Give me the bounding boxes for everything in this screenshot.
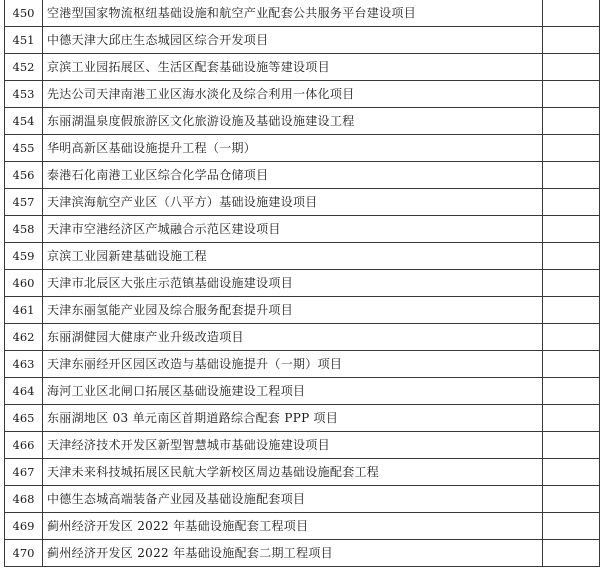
- empty-cell: [543, 81, 600, 108]
- row-number: 456: [5, 162, 43, 189]
- table-row: [5, 54, 600, 81]
- table-row: [5, 351, 600, 378]
- project-name: 中德天津大邱庄生态城园区综合开发项目: [43, 27, 543, 54]
- project-name: 京滨工业园新建基础设施工程: [43, 243, 543, 270]
- empty-cell: [543, 405, 600, 432]
- table-row: [5, 378, 600, 405]
- table-row: [5, 27, 600, 54]
- empty-cell: [543, 189, 600, 216]
- row-number: 465: [5, 405, 43, 432]
- empty-cell: [543, 513, 600, 540]
- empty-cell: [543, 162, 600, 189]
- project-name: 中德生态城高端装备产业园及基础设施配套项目: [43, 486, 543, 513]
- empty-cell: [543, 486, 600, 513]
- table-row: [5, 108, 600, 135]
- project-name: 海河工业区北闸口拓展区基础设施建设工程项目: [43, 378, 543, 405]
- project-name: 蓟州经济开发区 2022 年基础设施配套工程项目: [43, 513, 543, 540]
- project-name: 天津市空港经济区产城融合示范区建设项目: [43, 216, 543, 243]
- table-row: [5, 297, 600, 324]
- project-name: 天津经济技术开发区新型智慧城市基础设施建设项目: [43, 432, 543, 459]
- row-number: 459: [5, 243, 43, 270]
- table-row: [5, 324, 600, 351]
- project-name: 先达公司天津南港工业区海水淡化及综合利用一体化项目: [43, 81, 543, 108]
- row-number: 455: [5, 135, 43, 162]
- empty-cell: [543, 216, 600, 243]
- empty-cell: [543, 297, 600, 324]
- table-row: [5, 459, 600, 486]
- table-row: [5, 513, 600, 540]
- row-number: 464: [5, 378, 43, 405]
- project-name: 东丽湖温泉度假旅游区文化旅游设施及基础设施建设工程: [43, 108, 543, 135]
- project-name: 东丽湖地区 03 单元南区首期道路综合配套 PPP 项目: [43, 405, 543, 432]
- empty-cell: [543, 540, 600, 567]
- empty-cell: [543, 54, 600, 81]
- row-number: 468: [5, 486, 43, 513]
- row-number: 460: [5, 270, 43, 297]
- row-number: 462: [5, 324, 43, 351]
- project-name: 东丽湖健园大健康产业升级改造项目: [43, 324, 543, 351]
- table-row: [5, 540, 600, 567]
- empty-cell: [543, 459, 600, 486]
- row-number: 450: [5, 0, 43, 27]
- project-name: 天津市北辰区大张庄示范镇基础设施建设项目: [43, 270, 543, 297]
- empty-cell: [543, 324, 600, 351]
- row-number: 458: [5, 216, 43, 243]
- row-number: 461: [5, 297, 43, 324]
- row-number: 454: [5, 108, 43, 135]
- table-row: [5, 432, 600, 459]
- project-name: 泰港石化南港工业区综合化学品仓储项目: [43, 162, 543, 189]
- row-number: 469: [5, 513, 43, 540]
- table-row: [5, 189, 600, 216]
- table-row: [5, 135, 600, 162]
- project-name: 天津未来科技城拓展区民航大学新校区周边基础设施配套工程: [43, 459, 543, 486]
- table-row: [5, 162, 600, 189]
- project-name: 京滨工业园拓展区、生活区配套基础设施等建设项目: [43, 54, 543, 81]
- table-row: [5, 486, 600, 513]
- table-row: [5, 243, 600, 270]
- project-name: 华明高新区基础设施提升工程（一期）: [43, 135, 543, 162]
- table-row: [5, 0, 600, 27]
- empty-cell: [543, 135, 600, 162]
- empty-cell: [543, 432, 600, 459]
- empty-cell: [543, 270, 600, 297]
- row-number: 452: [5, 54, 43, 81]
- project-table: [4, 0, 600, 567]
- empty-cell: [543, 0, 600, 27]
- project-name: 天津东丽经开区园区改造与基础设施提升（一期）项目: [43, 351, 543, 378]
- empty-cell: [543, 351, 600, 378]
- project-name: 空港型国家物流枢纽基础设施和航空产业配套公共服务平台建设项目: [43, 0, 543, 27]
- row-number: 467: [5, 459, 43, 486]
- row-number: 463: [5, 351, 43, 378]
- row-number: 457: [5, 189, 43, 216]
- project-name: 蓟州经济开发区 2022 年基础设施配套二期工程项目: [43, 540, 543, 567]
- empty-cell: [543, 243, 600, 270]
- empty-cell: [543, 378, 600, 405]
- project-name: 天津滨海航空产业区（八平方）基础设施建设项目: [43, 189, 543, 216]
- project-name: 天津东丽氢能产业园及综合服务配套提升项目: [43, 297, 543, 324]
- row-number: 453: [5, 81, 43, 108]
- empty-cell: [543, 27, 600, 54]
- project-table-body: [5, 0, 600, 567]
- empty-cell: [543, 108, 600, 135]
- table-row: [5, 270, 600, 297]
- table-row: [5, 81, 600, 108]
- table-row: [5, 216, 600, 243]
- row-number: 451: [5, 27, 43, 54]
- row-number: 466: [5, 432, 43, 459]
- table-row: [5, 405, 600, 432]
- row-number: 470: [5, 540, 43, 567]
